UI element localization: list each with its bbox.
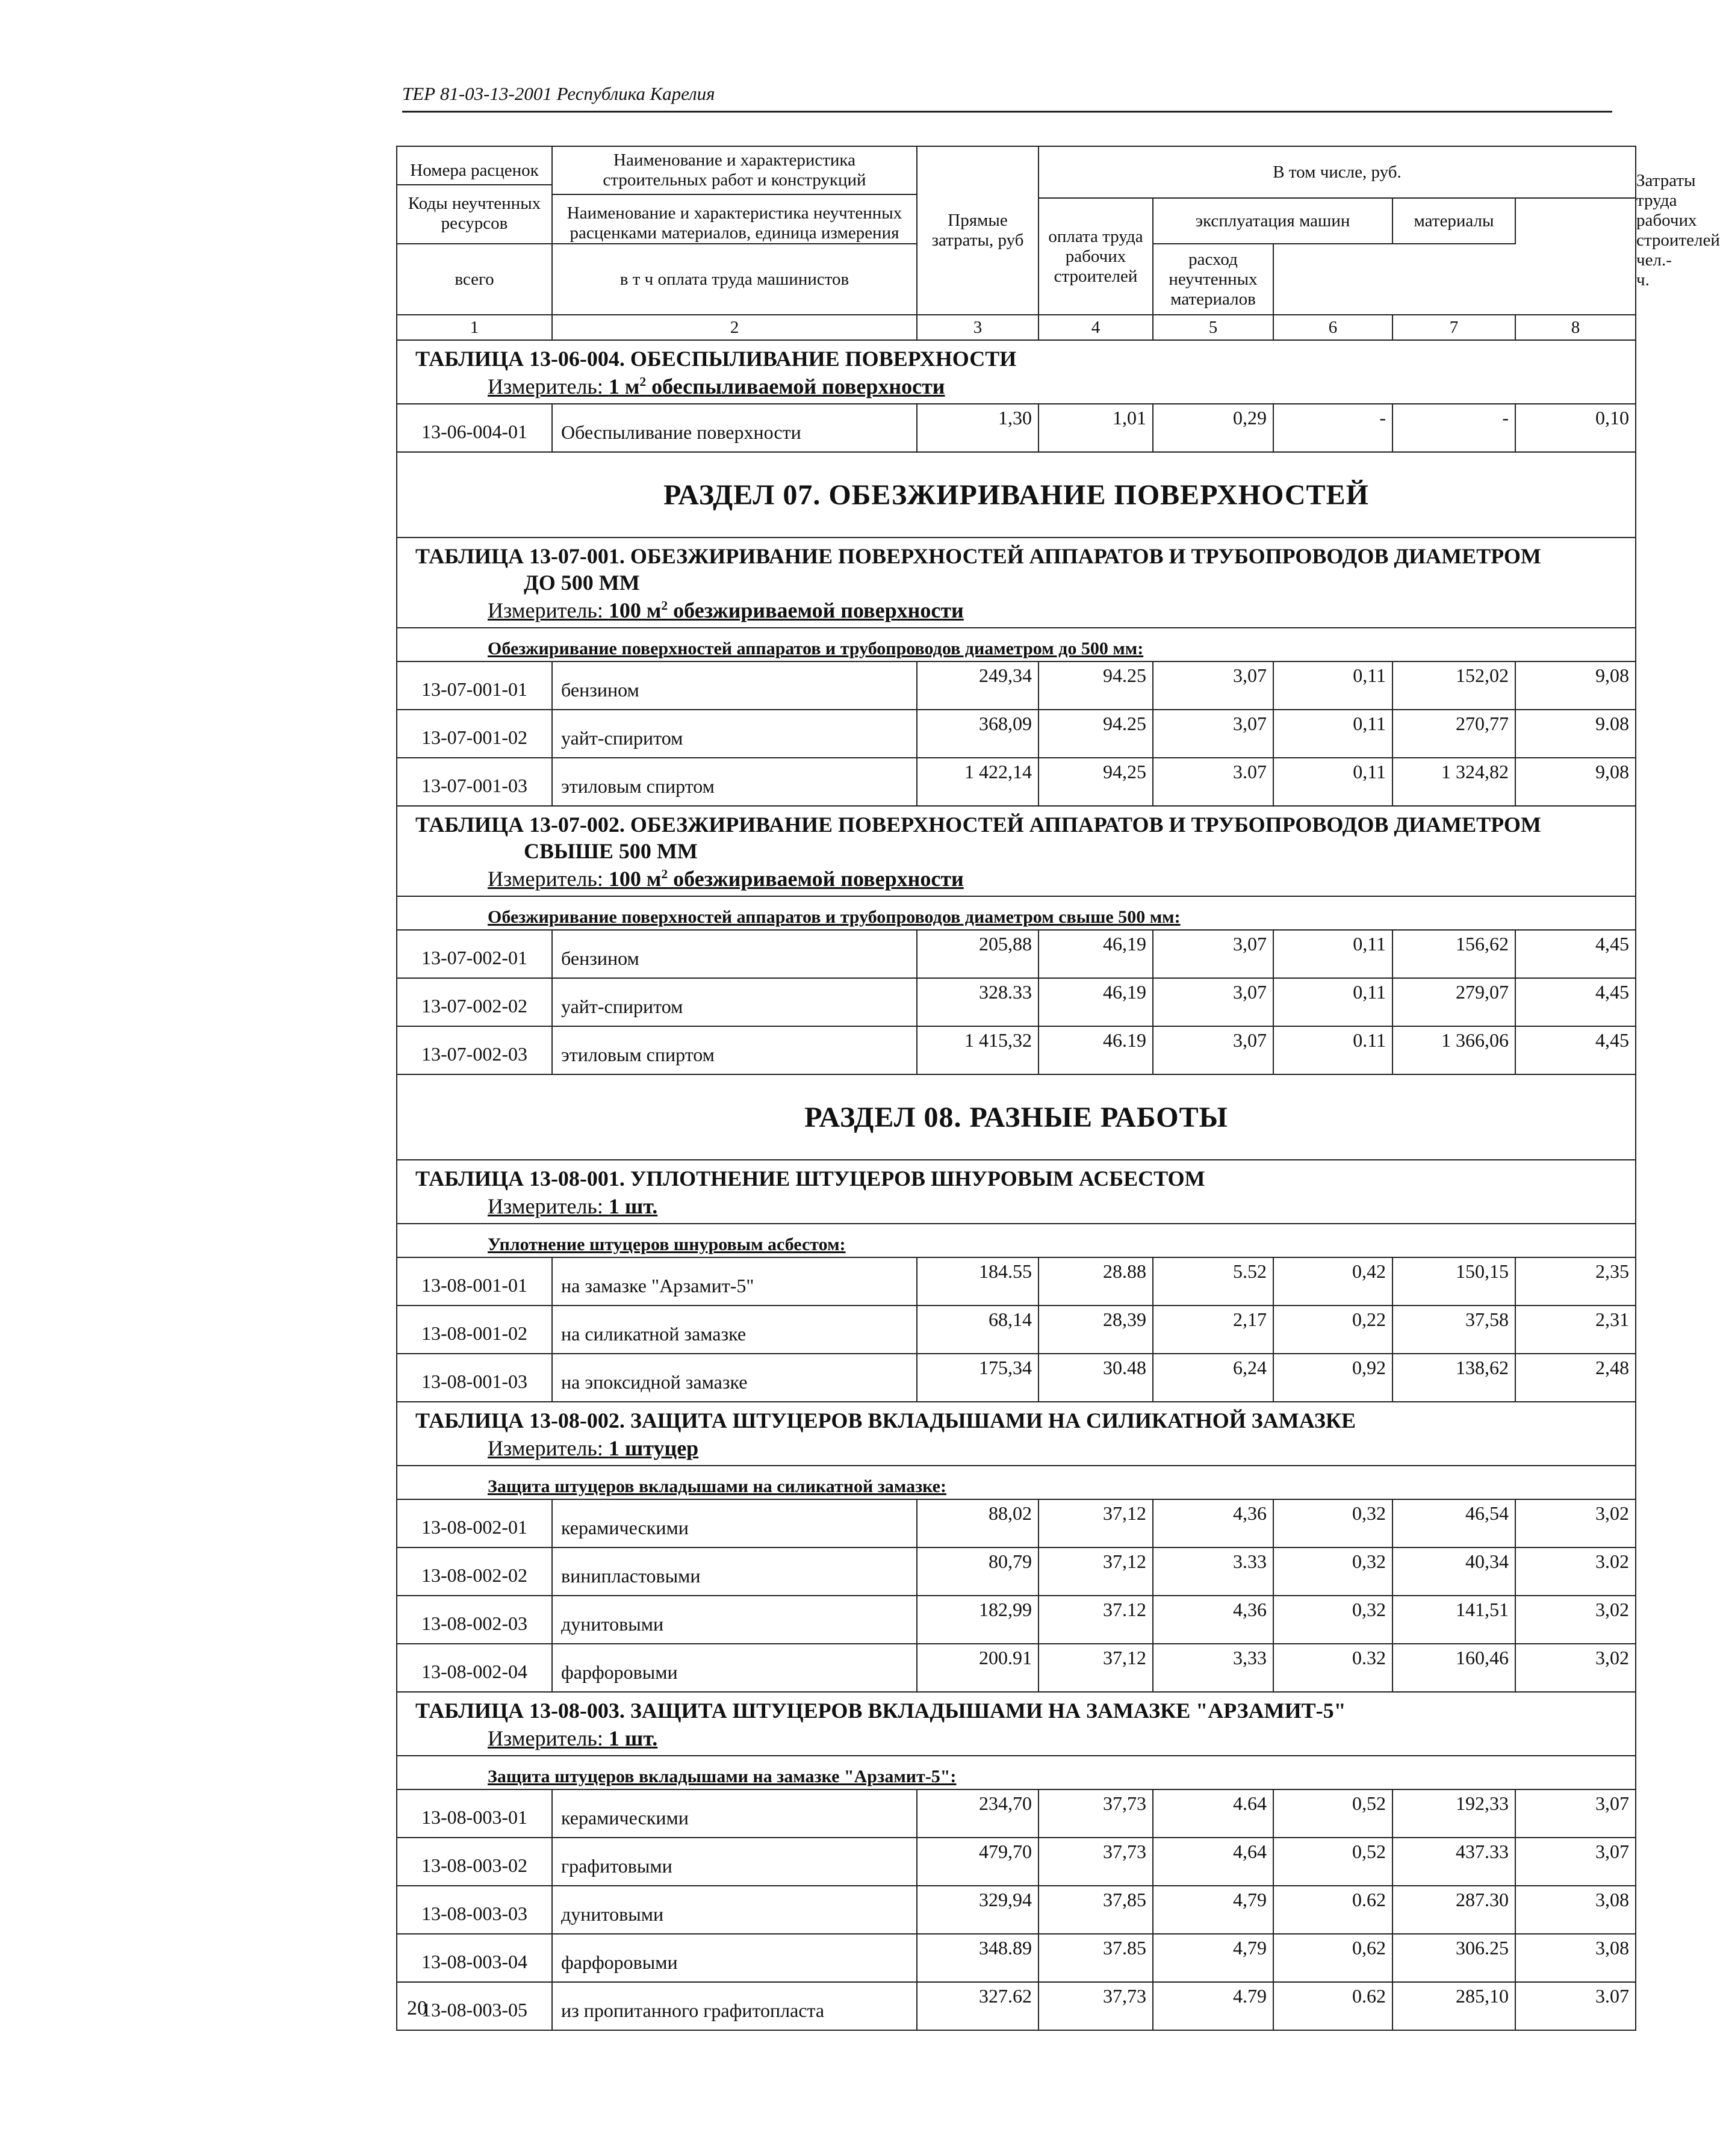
measure-text — [488, 374, 945, 398]
rate-value-c7: 287.30 — [1392, 1886, 1515, 1934]
rate-value-c7: 270,77 — [1392, 710, 1515, 758]
header-col7: расход неучтенных материалов — [1153, 244, 1273, 315]
measure-sup: 2 — [661, 867, 668, 881]
rate-value-c6: 0,42 — [1273, 1257, 1392, 1306]
rate-value-c6: 0,92 — [1273, 1354, 1392, 1402]
column-number: 6 — [1273, 315, 1392, 340]
rate-code: 13-08-001-01 — [397, 1257, 552, 1306]
rate-value-c8: 4,45 — [1515, 1026, 1636, 1074]
rate-code: 13-08-002-03 — [397, 1596, 552, 1644]
table-row — [397, 1026, 1636, 1074]
rate-value-c5: 3,07 — [1153, 930, 1273, 978]
rate-code: 13-08-001-03 — [397, 1354, 552, 1402]
rate-value-c3: 88,02 — [917, 1499, 1039, 1547]
rate-name: винипластовыми — [552, 1547, 917, 1596]
rate-value-c6: 0,32 — [1273, 1547, 1392, 1596]
rate-value-c6: - — [1273, 404, 1392, 452]
rate-code: 13-07-001-02 — [397, 710, 552, 758]
table-row — [397, 661, 1636, 710]
table-title-row — [397, 537, 1636, 596]
rate-value-c3: 1,30 — [917, 404, 1039, 452]
rate-value-c6: 0.62 — [1273, 1886, 1392, 1934]
rate-value-c7: 37,58 — [1392, 1306, 1515, 1354]
column-number: 1 — [397, 315, 552, 340]
rate-value-c4: 37,73 — [1039, 1838, 1153, 1886]
rate-value-c8: 2,35 — [1515, 1257, 1636, 1306]
rate-value-c4: 94,25 — [1039, 758, 1153, 806]
rate-value-c5: 3,33 — [1153, 1644, 1273, 1692]
rate-value-c8: 3,07 — [1515, 1789, 1636, 1838]
table-row — [397, 930, 1636, 978]
column-number: 8 — [1515, 315, 1636, 340]
measure-row — [397, 1192, 1636, 1224]
measure-value: 1 штуцер — [608, 1436, 699, 1460]
rate-name: фарфоровыми — [552, 1934, 917, 1982]
measure-text — [488, 1726, 657, 1750]
measure-unit — [609, 1194, 657, 1218]
measure-sup: 2 — [661, 598, 668, 613]
rate-value-c7: 160,46 — [1392, 1644, 1515, 1692]
rate-value-c3: 182,99 — [917, 1596, 1039, 1644]
rate-value-c3: 184.55 — [917, 1257, 1039, 1306]
group-label: Уплотнение штуцеров шнуровым асбестом: — [397, 1224, 1636, 1257]
section-row — [397, 452, 1636, 537]
column-number: 3 — [917, 315, 1039, 340]
rate-value-c4: 37,12 — [1039, 1644, 1153, 1692]
table-row — [397, 1596, 1636, 1644]
rate-value-c7: 40,34 — [1392, 1547, 1515, 1596]
rate-value-c7: 141,51 — [1392, 1596, 1515, 1644]
rate-value-c3: 348.89 — [917, 1934, 1039, 1982]
rate-value-c6: 0,52 — [1273, 1838, 1392, 1886]
rate-value-c4: 46,19 — [1039, 930, 1153, 978]
rate-name: графитовыми — [552, 1838, 917, 1886]
rate-code: 13-08-003-02 — [397, 1838, 552, 1886]
header-machines-label: эксплуатация машин — [1153, 198, 1392, 244]
measure-row — [397, 372, 1636, 404]
measure-unit — [609, 1436, 698, 1460]
rate-value-c8: 2,48 — [1515, 1354, 1636, 1402]
rate-value-c8: 2,31 — [1515, 1306, 1636, 1354]
rate-code: 13-08-003-01 — [397, 1789, 552, 1838]
rate-value-c5: 3,07 — [1153, 661, 1273, 710]
rate-value-c5: 4.79 — [1153, 1982, 1273, 2030]
measure-rest: обеспыливаемой поверхности — [646, 374, 945, 398]
table-row — [397, 1886, 1636, 1934]
rate-name: уайт-спиритом — [552, 978, 917, 1026]
group-label: Защита штуцеров вкладышами на силикатной замазке: — [397, 1466, 1636, 1499]
header-col6: в т ч оплата труда машинистов — [552, 244, 917, 315]
rate-value-c6: 0.32 — [1273, 1644, 1392, 1692]
table-title — [397, 1402, 1636, 1434]
table-title-continuation: СВЫШЕ 500 ММ — [524, 839, 698, 863]
table-row — [397, 1306, 1636, 1354]
rate-value-c8: 3,02 — [1515, 1596, 1636, 1644]
rate-code: 13-07-001-01 — [397, 661, 552, 710]
header-col1 — [397, 146, 552, 244]
header-col2 — [552, 146, 917, 244]
rate-value-c5: 3,07 — [1153, 978, 1273, 1026]
table-row — [397, 1354, 1636, 1402]
rate-value-c5: 3.33 — [1153, 1547, 1273, 1596]
measure-text — [488, 1194, 657, 1218]
rate-value-c3: 80,79 — [917, 1547, 1039, 1596]
rate-value-c3: 205,88 — [917, 930, 1039, 978]
rate-value-c5: 3,07 — [1153, 710, 1273, 758]
rate-code: 13-07-001-03 — [397, 758, 552, 806]
rate-value-c8: 9,08 — [1515, 661, 1636, 710]
rate-value-c8: 3,02 — [1515, 1644, 1636, 1692]
rate-name: этиловым спиртом — [552, 758, 917, 806]
table-title-row — [397, 1160, 1636, 1192]
rate-value-c4: 46,19 — [1039, 978, 1153, 1026]
rate-value-c8: 9.08 — [1515, 710, 1636, 758]
measure-prefix: Измеритель: — [488, 1436, 609, 1460]
table-title-row — [397, 1692, 1636, 1724]
column-number: 7 — [1392, 315, 1515, 340]
rate-value-c7: 285,10 — [1392, 1982, 1515, 2030]
measure-rest: обезжириваемой поверхности — [668, 867, 964, 891]
rate-value-c6: 0.62 — [1273, 1982, 1392, 2030]
rate-value-c5: 0,29 — [1153, 404, 1273, 452]
measure-unit — [609, 1726, 657, 1750]
table-title-row — [397, 340, 1636, 372]
measure-unit — [609, 598, 964, 622]
rate-value-c3: 249,34 — [917, 661, 1039, 710]
rate-value-c6: 0,32 — [1273, 1596, 1392, 1644]
rate-value-c6: 0,11 — [1273, 710, 1392, 758]
rate-value-c4: 37,12 — [1039, 1499, 1153, 1547]
header-col5: всего — [397, 244, 552, 315]
table-title-row — [397, 1402, 1636, 1434]
measure-value: 1 шт. — [608, 1726, 658, 1750]
header-col1-top: Номера расценок — [397, 157, 551, 185]
rate-code: 13-08-003-03 — [397, 1886, 552, 1934]
table-row — [397, 404, 1636, 452]
rate-value-c3: 328.33 — [917, 978, 1039, 1026]
rate-value-c4: 37.12 — [1039, 1596, 1153, 1644]
rate-value-c8: 0,10 — [1515, 404, 1636, 452]
table-row — [397, 1982, 1636, 2030]
measure-prefix: Измеритель: — [488, 1194, 609, 1218]
rate-value-c5: 4,36 — [1153, 1499, 1273, 1547]
rate-value-c3: 479,70 — [917, 1838, 1039, 1886]
header-materials-label: материалы — [1392, 198, 1515, 244]
rate-name: Обеспыливание поверхности — [552, 404, 917, 452]
measure-text — [488, 867, 964, 891]
group-row — [397, 1466, 1636, 1499]
table-row — [397, 1838, 1636, 1886]
measure-row — [397, 596, 1636, 628]
table-row — [397, 978, 1636, 1026]
column-number: 2 — [552, 315, 917, 340]
group-row — [397, 628, 1636, 661]
rate-value-c5: 4,36 — [1153, 1596, 1273, 1644]
table-title-text: ТАБЛИЦА 13-07-002. ОБЕЗЖИРИВАНИЕ ПОВЕРХНОСТЕЙ АППАРАТОВ И ТРУБОПРОВОДОВ ДИАМЕТРОМ — [415, 813, 1541, 837]
table-row — [397, 758, 1636, 806]
rate-name: дунитовыми — [552, 1886, 917, 1934]
table-row — [397, 1547, 1636, 1596]
measure — [397, 1192, 1636, 1224]
rate-value-c5: 5.52 — [1153, 1257, 1273, 1306]
measure-row — [397, 1434, 1636, 1466]
rate-name: этиловым спиртом — [552, 1026, 917, 1074]
rate-value-c7: 138,62 — [1392, 1354, 1515, 1402]
measure-value: 1 м — [608, 374, 640, 398]
rate-value-c3: 68,14 — [917, 1306, 1039, 1354]
measure-prefix: Измеритель: — [488, 598, 609, 622]
rate-value-c5: 2,17 — [1153, 1306, 1273, 1354]
table-title — [397, 340, 1636, 372]
measure-value: 100 м — [608, 598, 662, 622]
rate-value-c4: 46.19 — [1039, 1026, 1153, 1074]
page-number: 20 — [407, 1997, 427, 2019]
rate-value-c7: 1 366,06 — [1392, 1026, 1515, 1074]
table-title-continuation: ДО 500 ММ — [524, 571, 640, 595]
rate-value-c8: 3.02 — [1515, 1547, 1636, 1596]
table-row — [397, 1934, 1636, 1982]
rate-value-c6: 0.11 — [1273, 1026, 1392, 1074]
rate-code: 13-06-004-01 — [397, 404, 552, 452]
rate-value-c8: 3.07 — [1515, 1982, 1636, 2030]
measure — [397, 1434, 1636, 1466]
rate-value-c3: 200.91 — [917, 1644, 1039, 1692]
header-col4: оплата труда рабочих строителей — [1039, 198, 1153, 315]
rate-value-c8: 3,08 — [1515, 1886, 1636, 1934]
rates-table: Номера расценок Коды неучтенных ресурсов Наименование и характеристика строительных работ и конструкций Наименование и характеристика неучтенных расценками материалов, единица измерения Прямые затраты, руб В том числе, руб. Затраты труда рабочих строителей чел.-ч. оплата труда рабочих строителей эксплуатация машин материалы всего в т ч оплата труда машинистов расход неучтенных материалов 1 2 3 4 5 6 7 8 ТАБЛИЦА 13-06-004. ОБЕСПЫЛИВАНИЕ ПОВЕРХНОСТИ Измеритель: 1 $м^2$ обеспыливаемой поверхности 13-06-004-01 Обеспыливание поверхности 1,30 1,01 0,29 - - 0,10 РАЗДЕЛ 07. ОБЕЗЖИРИВАНИЕ ПОВЕРХНОСТЕЙ ТАБЛИЦА 13-07-001. ОБЕЗЖИРИВАНИЕ ПОВЕРХНОСТЕЙ АППАРАТОВ И ТРУБОПРОВОДОВ ДИАМЕТРОМ ДО 500 ММ Измеритель: 100 $м^2$ обезжириваемой поверхности Обезжиривание поверхностей аппаратов и трубопроводов диаметром до 500 мм: 13-07-001-01 бензином 249,34 94.25 3,07 0,11 152,02 9,08 13-07-001-02 уайт-спиритом 368,09 94.25 3,07 0,11 270,77 9.08 13-07-001-03 этиловым спиртом 1 422,14 94,25 3.07 0,11 1 324,82 9,08 ТАБЛИЦА 13-07-002. ОБЕЗЖИРИВАНИЕ ПОВЕРХНОСТЕЙ АППАРАТОВ И ТРУБОПРОВОДОВ ДИАМЕТРОМ СВЫШЕ 500 ММ Измеритель: 100 $м^2$ обезжириваемой поверхности Обезжиривание поверхностей аппаратов и трубопроводов диаметром свыше 500 мм: 13-07-002-01 бензином 205,88 46,19 3,07 0,11 156,62 4,45 13-07-002-02 уайт-спиритом 328.33 46,19 3,07 0,11 279,07 4,45 13-07-002-03 этиловым спиртом 1 415,32 46.19 3,07 0.11 1 366,06 4,45 РАЗДЕЛ 08. РАЗНЫЕ РАБОТЫ ТАБЛИЦА 13-08-001. УПЛОТНЕНИЕ ШТУЦЕРОВ ШНУРОВЫМ АСБЕСТОМ Измеритель: 1 шт. Уплотнение штуцеров шнуровым асбестом: 13-08-001-01 на замазке "Арзамит-5" 184.55 28.88 5.52 0,42 150,15 2,35 13-08-001-02 на силикатной замазке 68,14 28,39 2,17 0,22 37,58 2,31 13-08-001-03 на эпоксидной замазке 175,34 30.48 6,24 0,92 138,62 2,48 ТАБЛИЦА 13-08-002. ЗАЩИТА ШТУЦЕРОВ ВКЛАДЫШАМИ НА СИЛИКАТНОЙ ЗАМАЗКЕ Измеритель: 1 штуцер Защита штуцеров вкладышами на силикатной замазке: 13-08-002-01 керамическими 88,02 37,12 4,36 0,32 46,54 3,02 13-08-002-02 винипластовыми 80,79 37,12 3.33 0,32 40,34 3.02 13-08-002-03 дунитовыми 182,99 37.12 4,36 0,32 141,51 3,02 13-08-002-04 фарфоровыми 200.91 37,12 3,33 0.32 160,46 3,02 ТАБЛИЦА 13-08-003. ЗАЩИТА ШТУЦЕРОВ ВКЛАДЫШАМИ НА ЗАМАЗКЕ "АРЗАМИТ-5" Измеритель: 1 шт. Защита штуцеров вкладышами на замазке "Арзамит-5": 13-08-003-01 керамическими 234,70 37,73 4.64 0,52 192,33 3,07 13-08-003-02 графитовыми 479,70 37,73 4,64 0,52 437.33 3,07 13-08-003-03 дунитовыми 329,94 37,85 4,79 0.62 287.30 3,08 13-08-003-04 фарфоровыми 348.89 37.85 4,79 0,62 306.25 3,08 13-08-003-05 из пропитанного графитопласта 327.62 37,73 4.79 0.62 285,10 3.07 — [396, 146, 1636, 2031]
section-title: РАЗДЕЛ 08. РАЗНЫЕ РАБОТЫ — [397, 1074, 1636, 1160]
table-row — [397, 710, 1636, 758]
rate-value-c7: 279,07 — [1392, 978, 1515, 1026]
table-title-text: ТАБЛИЦА 13-08-001. УПЛОТНЕНИЕ ШТУЦЕРОВ ШНУРОВЫМ АСБЕСТОМ — [415, 1166, 1205, 1191]
section-row — [397, 1074, 1636, 1160]
rate-value-c5: 4,79 — [1153, 1886, 1273, 1934]
measure-prefix: Измеритель: — [488, 374, 609, 398]
rate-value-c7: - — [1392, 404, 1515, 452]
table-title — [397, 1160, 1636, 1192]
rate-value-c4: 37,85 — [1039, 1886, 1153, 1934]
rate-value-c7: 1 324,82 — [1392, 758, 1515, 806]
rate-value-c7: 46,54 — [1392, 1499, 1515, 1547]
rate-code: 13-08-003-04 — [397, 1934, 552, 1982]
rate-value-c6: 0,32 — [1273, 1499, 1392, 1547]
rate-name: на силикатной замазке — [552, 1306, 917, 1354]
rate-value-c3: 175,34 — [917, 1354, 1039, 1402]
measure — [397, 372, 1636, 404]
table-title-text: ТАБЛИЦА 13-08-002. ЗАЩИТА ШТУЦЕРОВ ВКЛАДЫШАМИ НА СИЛИКАТНОЙ ЗАМАЗКЕ — [415, 1408, 1356, 1433]
rate-code: 13-07-002-01 — [397, 930, 552, 978]
running-header: ТЕР 81-03-13-2001 Республика Карелия — [402, 83, 1612, 113]
rate-value-c6: 0,62 — [1273, 1934, 1392, 1982]
table-title — [397, 806, 1636, 864]
table-title — [397, 537, 1636, 596]
rate-value-c5: 3,07 — [1153, 1026, 1273, 1074]
header-col2-bottom: Наименование и характеристика неучтенных расценками материалов, единица измерения — [567, 203, 902, 243]
table-row — [397, 1499, 1636, 1547]
group-label: Защита штуцеров вкладышами на замазке "Арзамит-5": — [397, 1756, 1636, 1789]
rate-value-c3: 1 415,32 — [917, 1026, 1039, 1074]
rate-value-c4: 30.48 — [1039, 1354, 1153, 1402]
rate-value-c5: 4.64 — [1153, 1789, 1273, 1838]
rate-name: керамическими — [552, 1789, 917, 1838]
rate-value-c6: 0,11 — [1273, 978, 1392, 1026]
table-title-text: ТАБЛИЦА 13-07-001. ОБЕЗЖИРИВАНИЕ ПОВЕРХНОСТЕЙ АППАРАТОВ И ТРУБОПРОВОДОВ ДИАМЕТРОМ — [415, 544, 1541, 568]
rate-value-c6: 0,11 — [1273, 930, 1392, 978]
rate-value-c5: 4,64 — [1153, 1838, 1273, 1886]
rate-value-c4: 28,39 — [1039, 1306, 1153, 1354]
group-label: Обезжиривание поверхностей аппаратов и трубопроводов диаметром до 500 мм: — [397, 628, 1636, 661]
rate-value-c8: 3,07 — [1515, 1838, 1636, 1886]
rate-code: 13-07-002-02 — [397, 978, 552, 1026]
rate-value-c4: 1,01 — [1039, 404, 1153, 452]
rate-value-c4: 94.25 — [1039, 661, 1153, 710]
rate-name: из пропитанного графитопласта — [552, 1982, 917, 2030]
section-title: РАЗДЕЛ 07. ОБЕЗЖИРИВАНИЕ ПОВЕРХНОСТЕЙ — [397, 452, 1636, 537]
rate-name: уайт-спиритом — [552, 710, 917, 758]
measure — [397, 864, 1636, 896]
rate-value-c4: 37.85 — [1039, 1934, 1153, 1982]
table-row — [397, 1789, 1636, 1838]
rate-value-c4: 37,12 — [1039, 1547, 1153, 1596]
rate-value-c7: 150,15 — [1392, 1257, 1515, 1306]
rate-name: дунитовыми — [552, 1596, 917, 1644]
rate-value-c6: 0,11 — [1273, 661, 1392, 710]
group-row — [397, 1756, 1636, 1789]
rate-value-c3: 329,94 — [917, 1886, 1039, 1934]
rate-value-c8: 4,45 — [1515, 978, 1636, 1026]
rate-value-c3: 368,09 — [917, 710, 1039, 758]
measure-text — [488, 598, 964, 622]
rate-code: 13-07-002-03 — [397, 1026, 552, 1074]
rate-value-c4: 37,73 — [1039, 1982, 1153, 2030]
measure-value: 1 шт. — [608, 1194, 658, 1218]
header-col2-top: Наименование и характеристика строительных работ и конструкций — [553, 147, 916, 195]
rate-value-c7: 306.25 — [1392, 1934, 1515, 1982]
table-title-text: ТАБЛИЦА 13-06-004. ОБЕСПЫЛИВАНИЕ ПОВЕРХНОСТИ — [415, 347, 1017, 371]
measure — [397, 596, 1636, 628]
table-row — [397, 1644, 1636, 1692]
rate-value-c4: 94.25 — [1039, 710, 1153, 758]
measure-unit — [609, 867, 964, 891]
rate-value-c7: 437.33 — [1392, 1838, 1515, 1886]
column-numbers-row — [397, 315, 1636, 340]
rate-value-c8: 3,02 — [1515, 1499, 1636, 1547]
rate-value-c7: 192,33 — [1392, 1789, 1515, 1838]
rate-value-c4: 28.88 — [1039, 1257, 1153, 1306]
rate-code: 13-08-002-02 — [397, 1547, 552, 1596]
rate-value-c3: 1 422,14 — [917, 758, 1039, 806]
header-col3: Прямые затраты, руб — [917, 146, 1039, 315]
header-group-label: В том числе, руб. — [1039, 146, 1636, 198]
header-col1-bottom: Коды неучтенных ресурсов — [408, 193, 541, 233]
measure-rest: обезжириваемой поверхности — [668, 598, 964, 622]
column-number: 4 — [1039, 315, 1153, 340]
rate-code: 13-08-003-05 — [397, 1982, 552, 2030]
rate-name: фарфоровыми — [552, 1644, 917, 1692]
rate-code: 13-08-002-04 — [397, 1644, 552, 1692]
measure-unit — [609, 374, 945, 398]
table-title — [397, 1692, 1636, 1724]
rate-name: бензином — [552, 930, 917, 978]
rate-value-c5: 4,79 — [1153, 1934, 1273, 1982]
measure-prefix: Измеритель: — [488, 867, 609, 891]
rate-value-c3: 327.62 — [917, 1982, 1039, 2030]
measure-row — [397, 864, 1636, 896]
group-row — [397, 896, 1636, 930]
rate-value-c6: 0,11 — [1273, 758, 1392, 806]
table-row — [397, 1257, 1636, 1306]
rate-value-c7: 156,62 — [1392, 930, 1515, 978]
rate-value-c8: 3,08 — [1515, 1934, 1636, 1982]
measure — [397, 1724, 1636, 1756]
measure-value: 100 м — [608, 867, 662, 891]
measure-text — [488, 1436, 698, 1460]
rate-value-c7: 152,02 — [1392, 661, 1515, 710]
rates-sheet — [396, 146, 1720, 2031]
measure-sup: 2 — [639, 374, 647, 389]
measure-row — [397, 1724, 1636, 1756]
rate-value-c5: 3.07 — [1153, 758, 1273, 806]
rate-name: керамическими — [552, 1499, 917, 1547]
column-number: 5 — [1153, 315, 1273, 340]
rate-value-c8: 4,45 — [1515, 930, 1636, 978]
rate-value-c5: 6,24 — [1153, 1354, 1273, 1402]
rate-name: на эпоксидной замазке — [552, 1354, 917, 1402]
table-body — [397, 340, 1636, 2030]
rate-value-c8: 9,08 — [1515, 758, 1636, 806]
group-row — [397, 1224, 1636, 1257]
rate-name: бензином — [552, 661, 917, 710]
rate-code: 13-08-001-02 — [397, 1306, 552, 1354]
group-label: Обезжиривание поверхностей аппаратов и трубопроводов диаметром свыше 500 мм: — [397, 896, 1636, 930]
table-title-text: ТАБЛИЦА 13-08-003. ЗАЩИТА ШТУЦЕРОВ ВКЛАДЫШАМИ НА ЗАМАЗКЕ "АРЗАМИТ-5" — [415, 1699, 1346, 1723]
rate-code: 13-08-002-01 — [397, 1499, 552, 1547]
rate-name: на замазке "Арзамит-5" — [552, 1257, 917, 1306]
measure-prefix: Измеритель: — [488, 1726, 609, 1750]
rate-value-c4: 37,73 — [1039, 1789, 1153, 1838]
rate-value-c6: 0,22 — [1273, 1306, 1392, 1354]
rate-value-c6: 0,52 — [1273, 1789, 1392, 1838]
rate-value-c3: 234,70 — [917, 1789, 1039, 1838]
table-title-row — [397, 806, 1636, 864]
